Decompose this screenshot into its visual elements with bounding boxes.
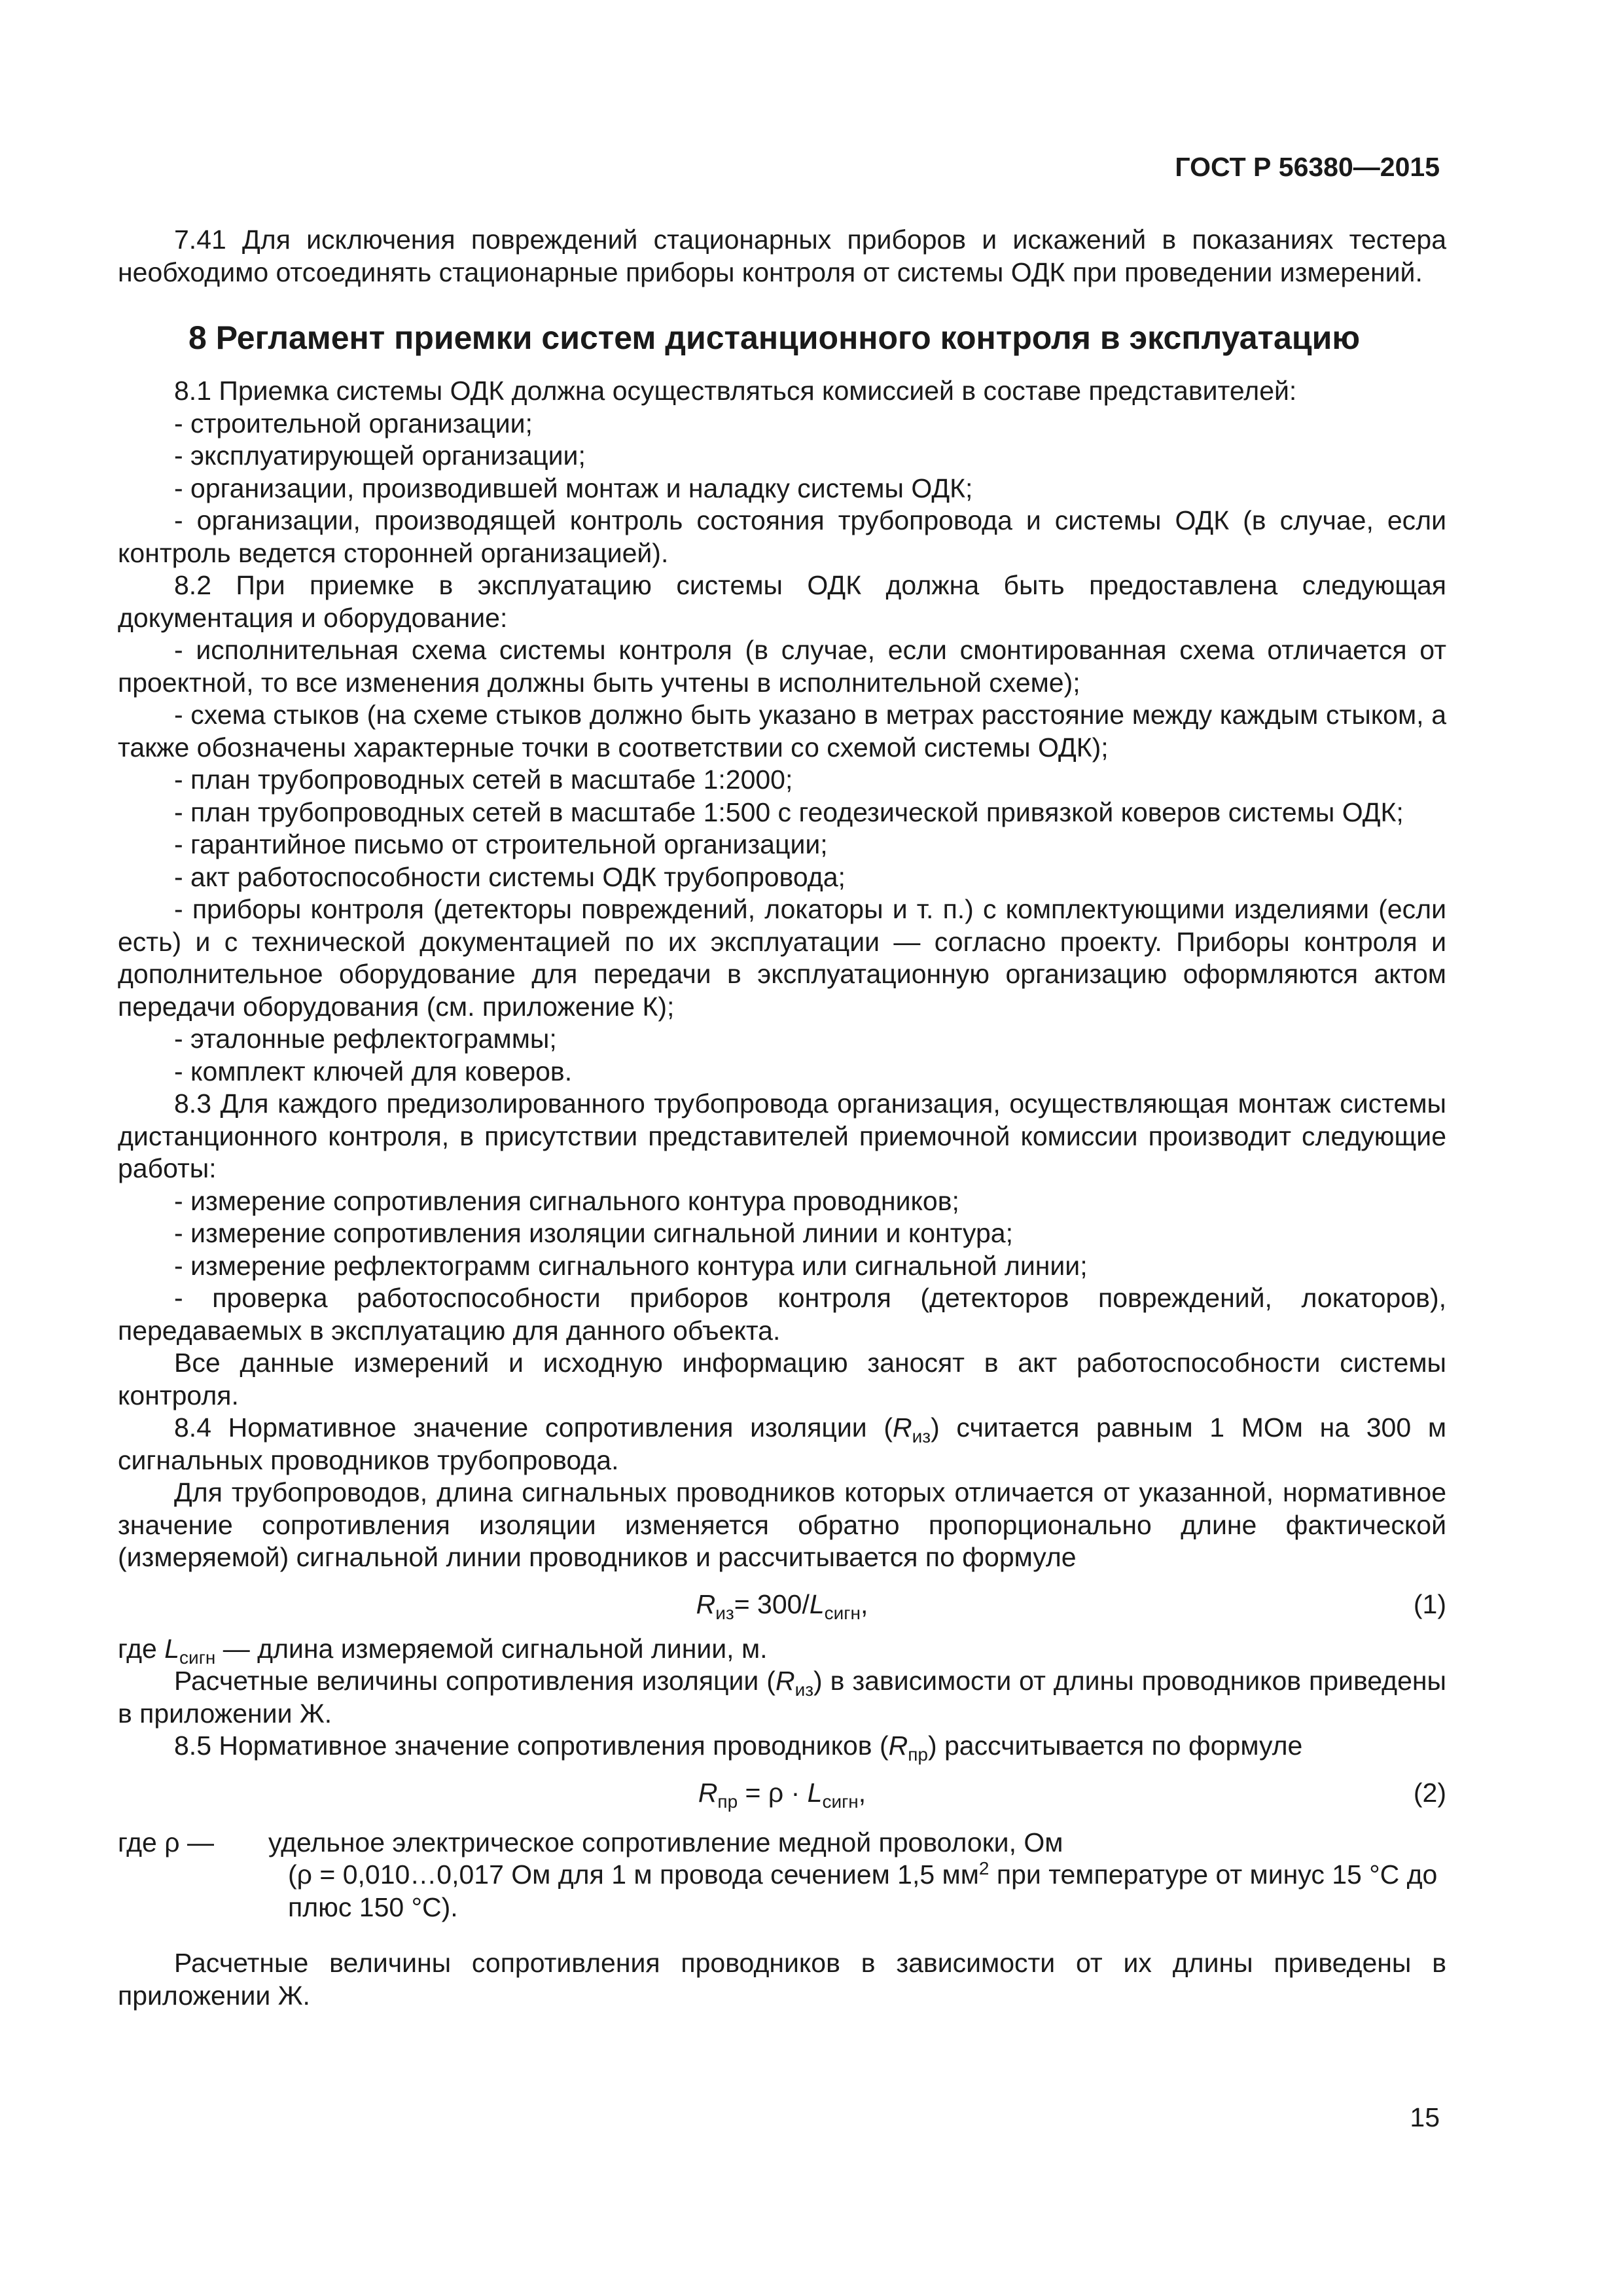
paragraph-8-3-note: Все данные измерений и исходную информацию заносят в акт работоспособности системы контроля. <box>118 1348 1446 1410</box>
formula-1-number: (1) <box>1413 1588 1446 1619</box>
formula-1-where: где $L_{сигн}$ — длина измеряемой сигнальной линии, м. <box>118 1633 768 1668</box>
document-header: ГОСТ Р 56380—2015 <box>1175 152 1440 182</box>
page-number: 15 <box>1410 2102 1440 2132</box>
list-item: - организации, производившей монтаж и наладку системы ОДК; <box>174 473 973 503</box>
list-item: - исполнительная схема системы контроля (в случае, если смонтированная схема отличается от проектной, то все изменения должны быть учтены в исполнительной схеме); <box>118 635 1446 698</box>
document-body <box>118 224 1446 2012</box>
list-item: - измерение сопротивления изоляции сигнальной линии и контура; <box>174 1218 1013 1248</box>
list-item: - измерение рефлектограмм сигнального контура или сигнальной линии; <box>174 1250 1088 1281</box>
formula-2-number: (2) <box>1413 1777 1446 1808</box>
where-line-2: (ρ = 0,010…0,017 Ом для 1 м провода сечением 1,5 $мм^2$ при температуре от минус 15 °С до плюс 150 °С). <box>288 1858 1438 1922</box>
list-item: - комплект ключей для коверов. <box>174 1056 573 1086</box>
where-line-1: удельное электрическое сопротивление медной проволоки, Ом <box>268 1827 1063 1857</box>
list-item: - эталонные рефлектограммы; <box>174 1024 557 1054</box>
paragraph-8-1: 8.1 Приемка системы ОДК должна осуществляться комиссией в составе представителей: <box>174 376 1297 406</box>
paragraph-8-5: 8.5 Нормативное значение сопротивления проводников $(R_{пр})$ рассчитывается по формуле <box>174 1731 1303 1765</box>
paragraph-7-41: 7.41 Для исключения повреждений стационарных приборов и искажений в показаниях тестера необходимо отсоединять стационарные приборы контроля от системы ОДК при проведении измерений. <box>118 224 1446 287</box>
list-item: - схема стыков (на схеме стыков должно быть указано в метрах расстояние между каждым стыком, а также обозначены характерные точки в соответствии со схемой системы ОДК); <box>118 700 1446 762</box>
spacer <box>118 1924 1446 1947</box>
paragraph-calc-1: Расчетные величины сопротивления изоляции $(R_{из})$ в зависимости от длины проводников приведены в приложении Ж. <box>118 1666 1447 1729</box>
list-item: - гарантийное письмо от строительной организации; <box>174 829 828 859</box>
formula-1-expression: $R_{из}= 300/L_{сигн}$, <box>696 1588 868 1623</box>
paragraph-8-3: 8.3 Для каждого предизолированного трубопровода организация, осуществляющая монтаж системы дистанционного контроля, в присутствии представителей приемочной комиссии производит следующие работы: <box>118 1088 1446 1183</box>
formula-1 <box>118 1582 1446 1633</box>
where-lead: где ρ — <box>118 1827 214 1857</box>
paragraph-8-4-2: Для трубопроводов, длина сигнальных проводников которых отличается от указанной, нормативное значение сопротивления изоляции изменяется обратно пропорционально длине фактической (измеряемой) сигнальной линии проводников и рассчитывается по формуле <box>118 1477 1446 1572</box>
list-item: - проверка работоспособности приборов контроля (детекторов повреждений, локаторов), передаваемых в эксплуатацию для данного объекта. <box>118 1283 1446 1346</box>
formula-2-where <box>118 1827 1446 1924</box>
section-8-title: 8 Регламент приемки систем дистанционного контроля в эксплуатацию <box>188 319 1361 356</box>
paragraph-8-4: 8.4 Нормативное значение сопротивления изоляции $(R_{из})$ считается равным 1 МОм на 300 м сигнальных проводников трубопровода. <box>118 1412 1446 1475</box>
paragraph-8-2: 8.2 При приемке в эксплуатацию системы ОДК должна быть предоставлена следующая документация и оборудование: <box>118 570 1446 633</box>
list-item: - эксплуатирующей организации; <box>174 440 586 471</box>
list-item: - измерение сопротивления сигнального контура проводников; <box>174 1185 959 1216</box>
list-item: - приборы контроля (детекторы повреждений, локаторы и т. п.) с комплектующими изделиями (если есть) и с технической документацией по их эксплуатации — согласно проекту. Приборы контроля и дополнительное оборудование для передачи в эксплуатационную организацию оформляются актом передачи оборудования (см. приложение К); <box>118 894 1446 1022</box>
paragraph-calc-2: Расчетные величины сопротивления проводников в зависимости от их длины приведены в приложении Ж. <box>118 1948 1446 2011</box>
list-item: - строительной организации; <box>174 408 533 439</box>
list-item: - план трубопроводных сетей в масштабе 1:500 с геодезической привязкой коверов системы ОДК; <box>174 797 1404 827</box>
list-item: - план трубопроводных сетей в масштабе 1:2000; <box>174 764 793 795</box>
formula-2-expression: $R_{пр} = \rho \cdot L_{сигн}$, <box>698 1777 866 1812</box>
list-item: - организации, производящей контроль состояния трубопровода и системы ОДК (в случае, если контроль ведется сторонней организацией). <box>118 505 1446 568</box>
formula-2 <box>118 1770 1446 1821</box>
list-item: - акт работоспособности системы ОДК трубопровода; <box>174 861 846 892</box>
